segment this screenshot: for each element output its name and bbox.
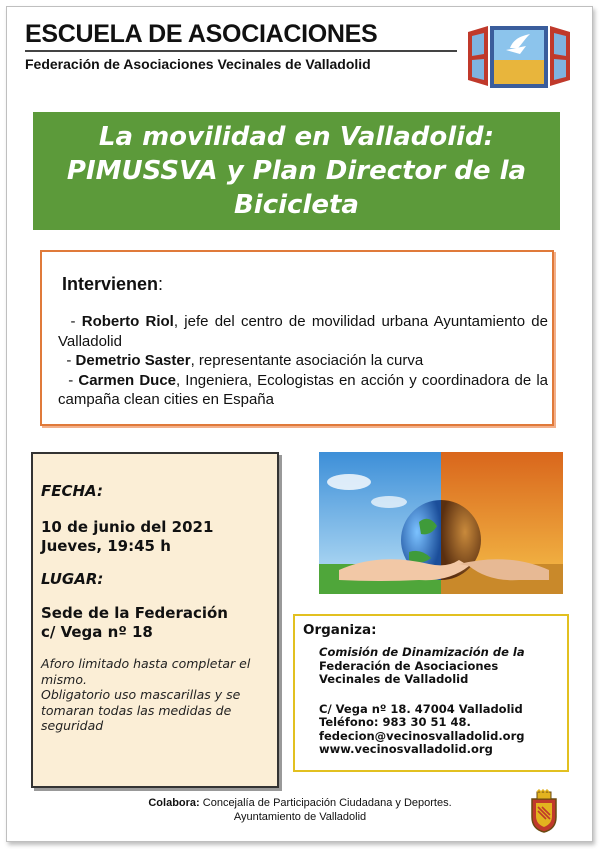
valladolid-coat-of-arms-icon [528, 789, 560, 833]
header-title: ESCUELA DE ASOCIACIONES [25, 20, 378, 48]
organizer-box [293, 614, 569, 772]
title-banner [33, 112, 560, 230]
footer-line-1: Colabora: Concejalía de Participación Ciudadana y Deportes. [148, 797, 452, 809]
title-line-1: La movilidad en Valladolid: [98, 122, 495, 152]
date-label: FECHA: [41, 482, 103, 500]
footer-line-2: Ayuntamiento de Valladolid [233, 811, 367, 823]
header-divider [25, 50, 457, 52]
event-date: 10 de junio del 2021 [41, 518, 214, 536]
speakers-list [58, 312, 548, 410]
event-details-box [31, 452, 279, 788]
event-time: Jueves, 19:45 h [41, 537, 171, 555]
speaker-item: - Demetrio Saster, representante asociación la curva [66, 352, 424, 369]
safety-note: Obligatorio uso mascarillas y se tomaran todas las medidas de seguridad [41, 687, 241, 733]
speaker-item: - Roberto Riol, jefe del centro de movilidad urbana Ayuntamiento de Valladolid [58, 313, 548, 350]
event-place: Sede de la Federación [41, 604, 228, 622]
title-line-2: PIMUSSVA y Plan Director de la [66, 156, 527, 186]
header-subtitle: Federación de Asociaciones Vecinales de Valladolid [25, 56, 371, 72]
organizer-phone: Teléfono: 983 30 51 48. [319, 715, 471, 729]
speakers-box [40, 250, 554, 426]
title-line-3: Bicicleta [233, 190, 359, 220]
organizer-website[interactable]: www.vecinosvalladolid.org [319, 742, 493, 756]
earth-in-hands-photo [319, 452, 563, 594]
footer [0, 796, 600, 824]
organizer-label: Organiza: [303, 622, 377, 638]
organizer-address: C/ Vega nº 18. 47004 Valladolid [319, 701, 523, 716]
capacity-note: Aforo limitado hasta completar el mismo. [41, 656, 251, 687]
speakers-heading: Intervienen: [62, 274, 164, 294]
organizer-contact [319, 703, 559, 757]
window-dove-logo-icon [466, 24, 572, 90]
organizer-email[interactable]: fedecion@vecinosvalladolid.org [319, 728, 525, 743]
speaker-item: - Carmen Duce, Ingeniera, Ecologistas en acción y coordinadora de la campaña clean cities en España [58, 371, 548, 408]
organizer-committee: Comisión de Dinamización de la Federación de Asociaciones Vecinales de Valladolid [319, 645, 525, 686]
event-address: c/ Vega nº 18 [41, 623, 153, 641]
place-label: LUGAR: [41, 570, 104, 588]
